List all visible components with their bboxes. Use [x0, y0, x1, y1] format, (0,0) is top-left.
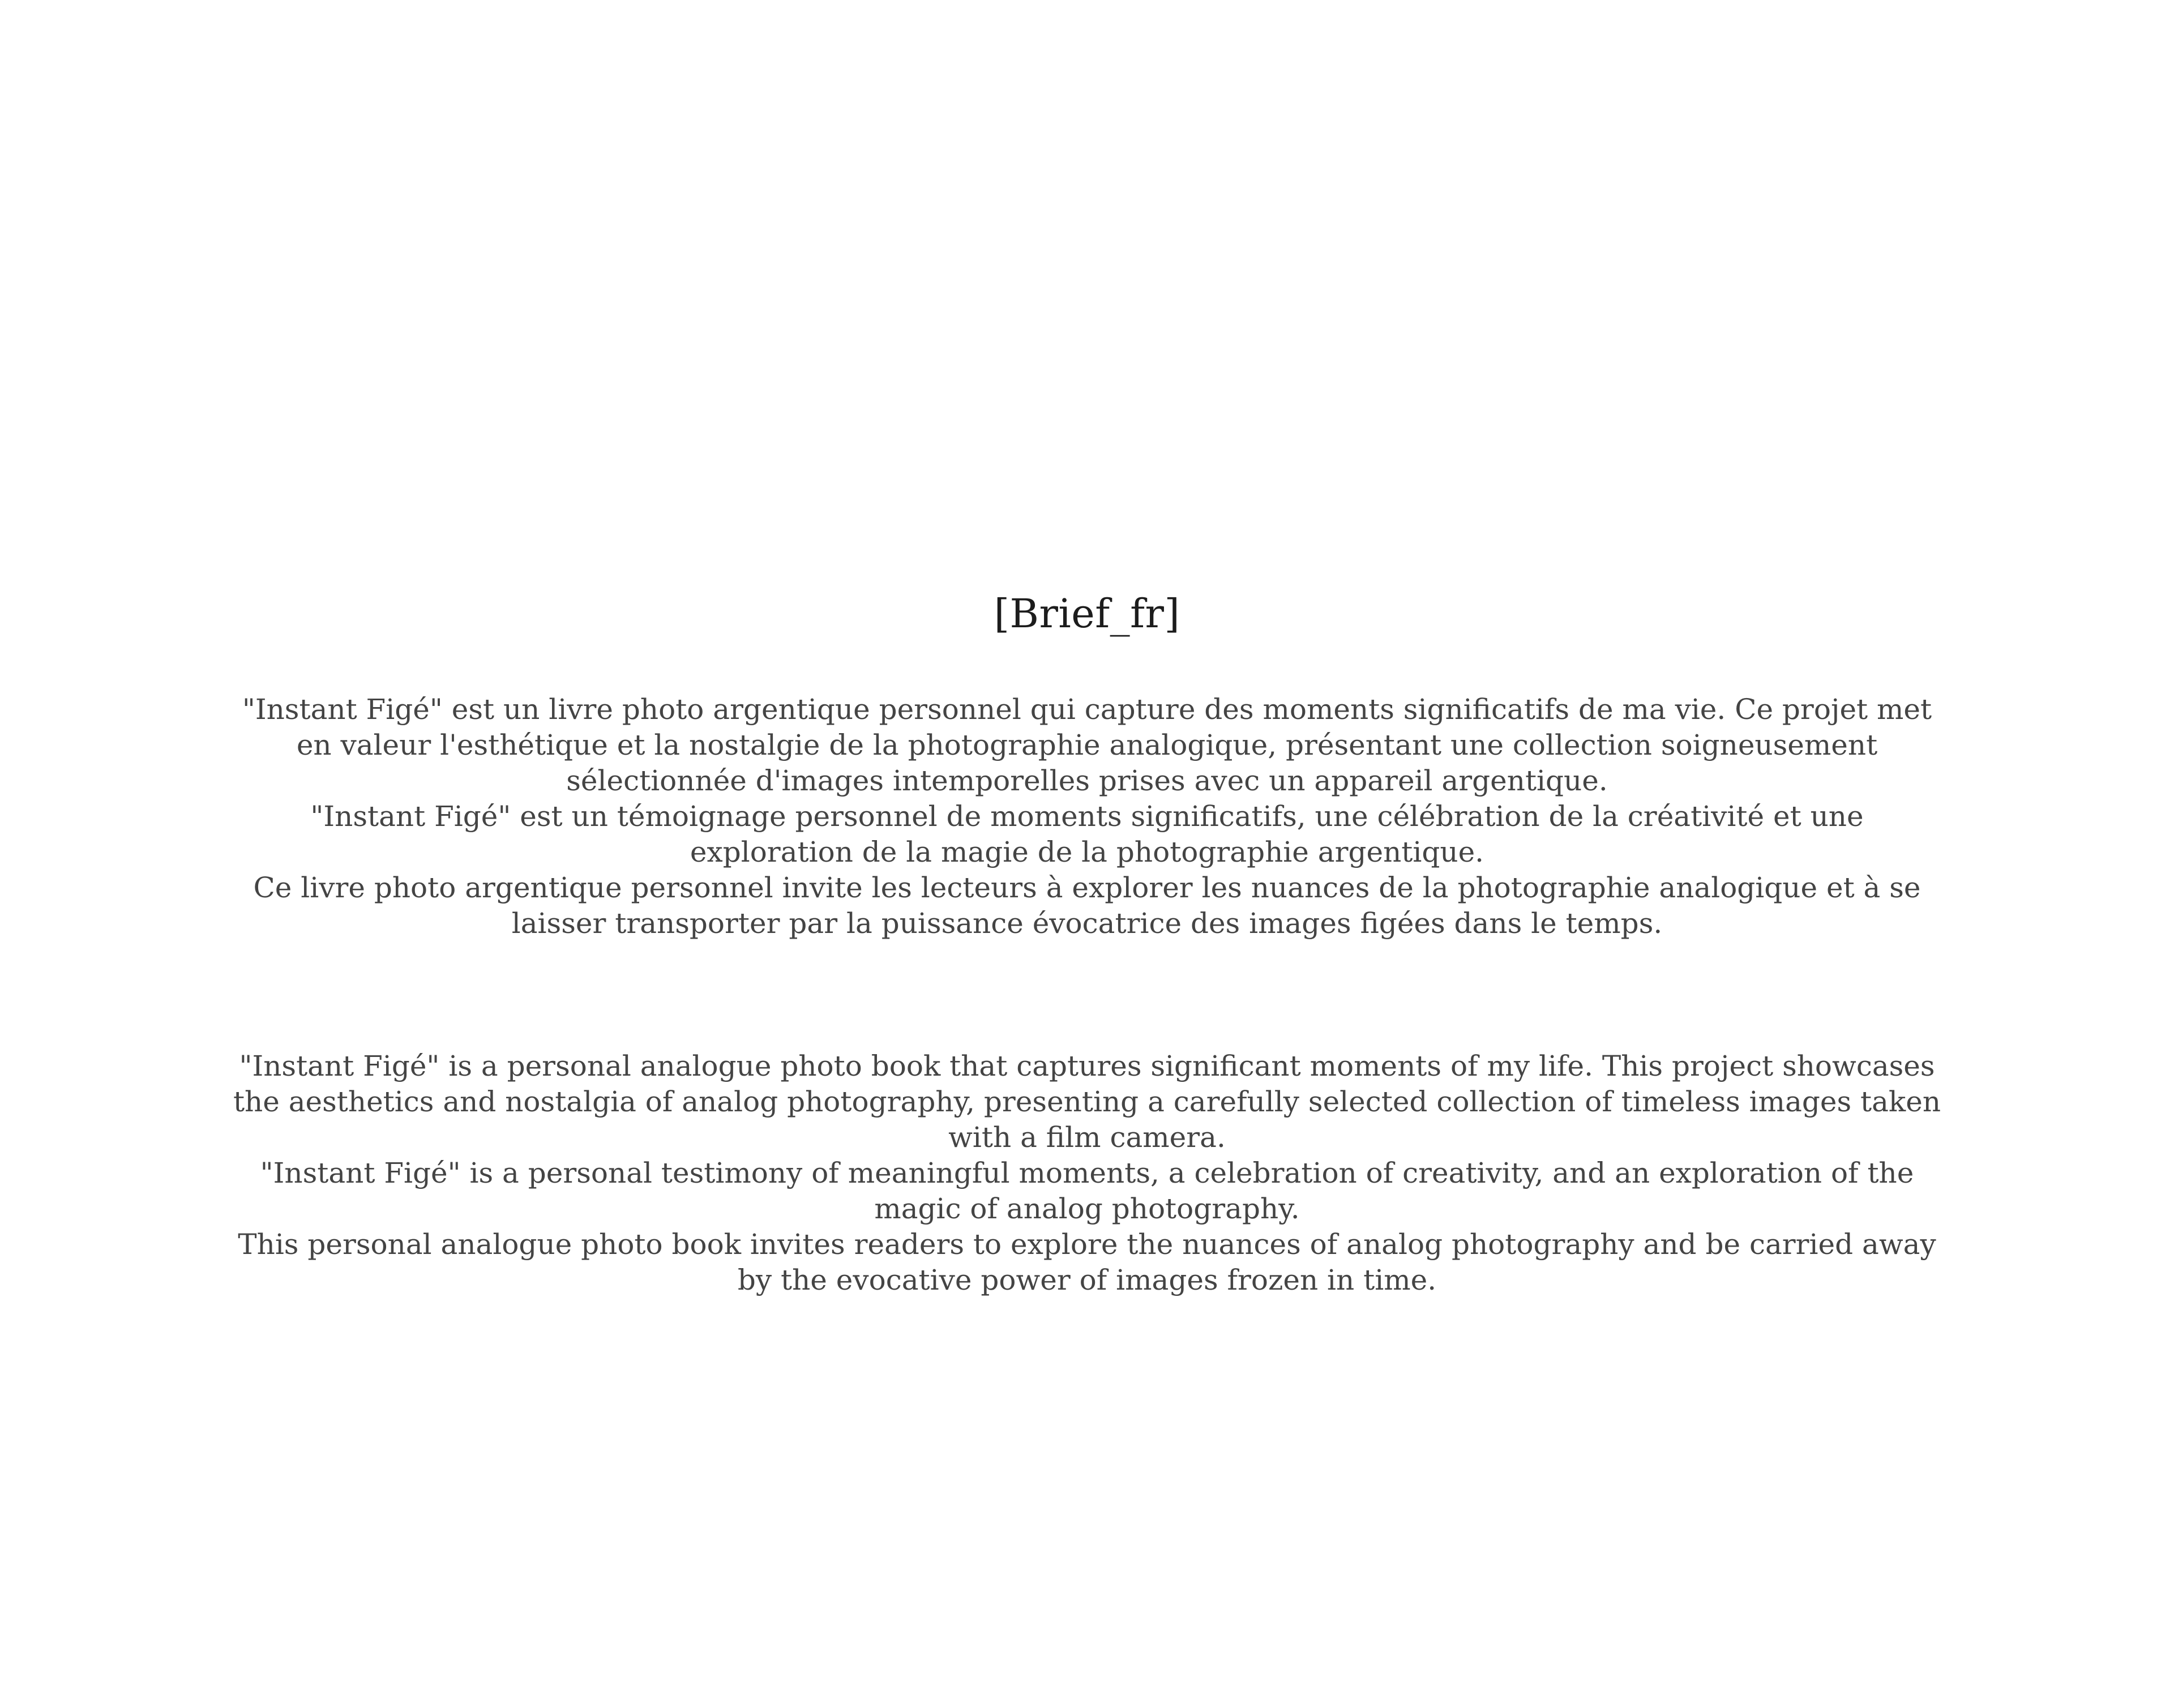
french-paragraph-2: "Instant Figé" est un témoignage personnel de moments significatifs, une célébration de la créativité et une exploration de la magie de la photographie argentique.: [310, 800, 1864, 868]
french-description: [232, 692, 1942, 941]
french-paragraph-3: Ce livre photo argentique personnel invite les lecteurs à explorer les nuances de la photographie analogique et à se laisser transporter par la puissance évocatrice des images figées dans le temps.: [253, 871, 1921, 940]
english-description: [232, 1048, 1942, 1298]
page-title: [Brief_fr]: [994, 590, 1180, 637]
english-paragraph-2: "Instant Figé" is a personal testimony of meaningful moments, a celebration of creativity, and an exploration of the magic of analog photography.: [260, 1157, 1914, 1225]
french-paragraph-1: "Instant Figé" est un livre photo argentique personnel qui capture des moments significatifs de ma vie. Ce projet met en valeur l'esthétique et la nostalgie de la photographie analogique, présentant une collection soigneusement sélectionnée d'images intemporelles prises avec un appareil argentique.: [242, 693, 1932, 797]
english-paragraph-3: This personal analogue photo book invites readers to explore the nuances of analog photography and be carried away by the evocative power of images frozen in time.: [238, 1228, 1936, 1296]
english-paragraph-1: "Instant Figé" is a personal analogue photo book that captures significant moments of my life. This project showcases the aesthetics and nostalgia of analog photography, presenting a carefully selected collection of timeless images taken with a film camera.: [233, 1050, 1941, 1154]
